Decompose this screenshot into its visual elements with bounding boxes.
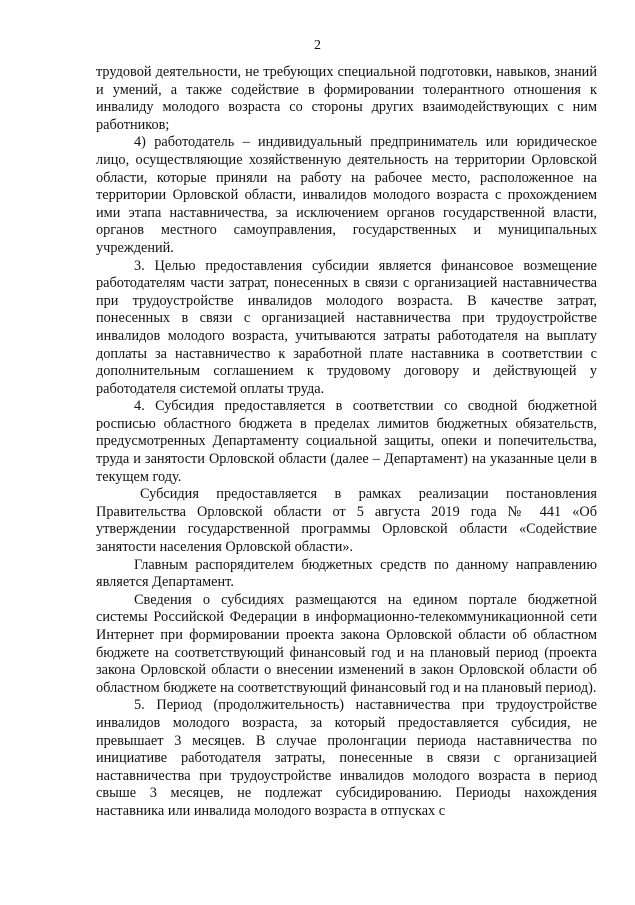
paragraph-program-reference: Субсидия предоставляется в рамках реализации постановления Правительства Орловской области от 5 августа 2019 года № 441 «Об утверждении государственной программы Орловской области «Содействие занятости населения Орловской области».: [96, 486, 597, 556]
paragraph-item-4-employer: 4) работодатель – индивидуальный предприниматель или юридическое лицо, осуществляющие хозяйственную деятельность на территории Орловской области, которые приняли на работу на рабочее место, расположенное на территории Орловской области, инвалидов молодого возраста с прохождением ими этапа наставничества, за исключением органов государственной власти, органов местного самоуправления, государственных и муниципальных учреждений.: [96, 134, 597, 256]
paragraph-main-manager: Главным распорядителем бюджетных средств по данному направлению является Департамент.: [96, 556, 597, 591]
paragraph-3-subsidy-purpose: 3. Целью предоставления субсидии является финансовое возмещение работодателям части затрат, понесенных в связи с организацией наставничества при трудоустройстве инвалидов молодого возраста. В качестве затрат, понесенных в связи с организацией наставничества при трудоустройстве инвалидов молодого возраста, учитываются затраты работодателя на выплату доплаты за наставничество к заработной плате наставника в соответствии с дополнительным соглашением к трудовому договору и действующей у работодателя системой оплаты труда.: [96, 257, 597, 397]
paragraph-continuation: трудовой деятельности, не требующих специальной подготовки, навыков, знаний и умений, а также содействие в формировании толерантного отношения к инвалиду молодого возраста со стороны других взаимодействующих с ним работников;: [96, 64, 597, 133]
paragraph-5-mentorship-period: 5. Период (продолжительность) наставничества при трудоустройстве инвалидов молодого возраста, за который предоставляется субсидия, не превышает 3 месяцев. В случае пролонгации периода наставничества по инициативе работодателя затраты, понесенные в связи с организацией наставничества при трудоустройстве инвалидов молодого возраста в период свыше 3 месяцев, не подлежат субсидированию. Периоды нахождения наставника или инвалида молодого возраста в отпусках с: [96, 697, 597, 819]
document-body: [96, 64, 597, 821]
paragraph-portal-info: Сведения о субсидиях размещаются на едином портале бюджетной системы Российской Федерации в информационно-телекоммуникационной сети Интернет при формировании проекта закона Орловской области об областном бюджете на соответствующий финансовый год и на плановый период (проекта закона Орловской области о внесении изменений в закон Орловской области об областном бюджете на соответствующий финансовый год и на плановый период).: [96, 591, 597, 696]
paragraph-4-subsidy-budget: 4. Субсидия предоставляется в соответствии со сводной бюджетной росписью областного бюджета в пределах лимитов бюджетных обязательств, предусмотренных Департаменту социальной защиты, опеки и попечительства, труда и занятости Орловской области (далее – Департамент) на указанные цели в текущем году.: [96, 398, 597, 485]
page-number: 2: [314, 38, 321, 53]
